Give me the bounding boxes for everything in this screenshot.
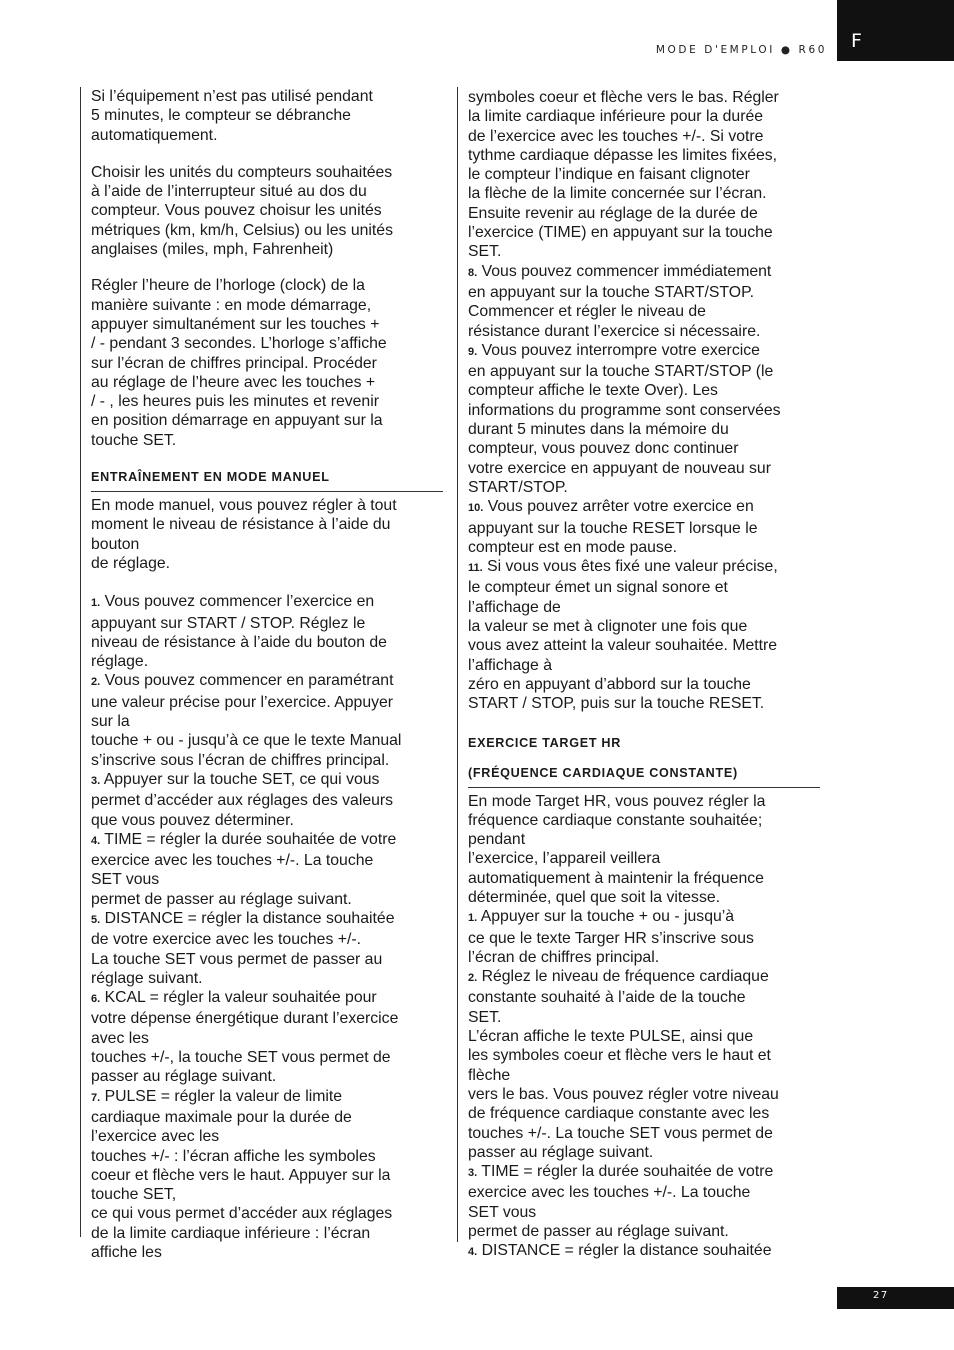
- item-number: 8.: [468, 266, 478, 279]
- text-line: touches +/- : l’écran affiche les symboles: [91, 1147, 376, 1165]
- item-number: 1.: [468, 912, 478, 925]
- item-number: 7.: [91, 1091, 101, 1104]
- text-line: START / STOP, puis sur la touche RESET.: [468, 695, 765, 713]
- text-line: l’exercice (TIME) en appuyant sur la touche: [468, 224, 773, 242]
- paragraph-continued: [468, 88, 820, 262]
- text-line: ce qui vous permet d’accéder aux réglages: [91, 1205, 393, 1223]
- text-line: l’affichage de: [468, 598, 561, 616]
- text-line: Régler l’heure de l’horloge (clock) de la: [91, 277, 365, 295]
- section-heading-manual: ENTRAÎNEMENT EN MODE MANUEL: [91, 469, 443, 492]
- text-line: exercice avec les touches +/-. La touche: [91, 852, 374, 870]
- text-line: de la limite cardiaque inférieure : l’écran: [91, 1224, 371, 1242]
- text-line: à l’aide de l’interrupteur situé au dos du: [91, 183, 367, 201]
- text-line: Ensuite revenir au réglage de la durée de: [468, 204, 758, 222]
- text-line: durant 5 minutes dans la mémoire du: [468, 421, 729, 439]
- text-line: une valeur précise pour l’exercice. Appuyer: [91, 693, 394, 711]
- text-line: déterminée, quel que soit la vitesse.: [468, 888, 721, 906]
- paragraph-clock: [91, 276, 443, 450]
- list-item: [468, 262, 820, 341]
- text-line: avec les: [91, 1029, 149, 1047]
- list-item: [91, 988, 443, 1086]
- item-number: 4.: [91, 834, 101, 847]
- text-line: SET vous: [468, 1203, 537, 1221]
- text-line: exercice avec les touches +/-. La touche: [468, 1184, 751, 1202]
- section-tab: [837, 0, 954, 61]
- text-line: s’inscrive sous l’écran de chiffres principal.: [91, 751, 390, 769]
- text-line: Vous pouvez interrompre votre exercice: [481, 341, 760, 359]
- text-line: TIME = régler la durée souhaitée de votre: [104, 830, 397, 848]
- text-line: vers le bas. Vous pouvez régler votre niveau: [468, 1085, 779, 1103]
- text-line: résistance durant l’exercice si nécessaire.: [468, 322, 761, 340]
- text-line: touche + ou - jusqu’à ce que le texte Manual: [91, 732, 402, 750]
- section-subheading-constant-hr: (FRÉQUENCE CARDIAQUE CONSTANTE): [468, 765, 820, 788]
- list-item: [468, 341, 820, 497]
- list-item: [468, 557, 820, 713]
- text-line: appuyant sur la touche RESET lorsque le: [468, 519, 758, 537]
- page-number: 27: [873, 1290, 889, 1301]
- text-line: en appuyant sur la touche START/STOP.: [468, 283, 754, 301]
- text-line: zéro en appuyant d’abbord sur la touche: [468, 675, 751, 693]
- text-line: automatiquement.: [91, 126, 218, 144]
- text-line: Appuyer sur la touche SET, ce qui vous: [103, 770, 380, 788]
- text-line: L’écran affiche le texte PULSE, ainsi que: [468, 1028, 754, 1046]
- item-number: 6.: [91, 993, 101, 1006]
- text-line: Vous pouvez arrêter votre exercice en: [487, 498, 754, 516]
- text-line: en appuyant sur la touche START/STOP (le: [468, 363, 774, 381]
- text-line: TIME = régler la durée souhaitée de votre: [481, 1163, 774, 1181]
- text-line: cardiaque maximale pour la durée de: [91, 1108, 352, 1126]
- text-line: Vous pouvez commencer l’exercice en: [104, 593, 375, 611]
- left-column: [80, 87, 443, 1262]
- item-number: 9.: [468, 345, 478, 358]
- text-line: l’exercice, l’appareil veillera: [468, 850, 661, 868]
- text-line: de votre exercice avec les touches +/-.: [91, 931, 361, 949]
- text-line: compteur affiche le texte Over). Les: [468, 382, 718, 400]
- spacer: [91, 573, 443, 592]
- text-line: coeur et flèche vers le haut. Appuyer sur la: [91, 1166, 391, 1184]
- text-line: START/STOP.: [468, 478, 568, 496]
- text-line: appuyant sur START / STOP. Réglez le: [91, 614, 366, 632]
- item-number: 5.: [91, 913, 101, 926]
- section-heading-target-hr: EXERCICE TARGET HR: [468, 735, 622, 750]
- text-line: DISTANCE = régler la distance souhaitée: [104, 909, 395, 927]
- text-line: niveau de résistance à l’aide du bouton de: [91, 633, 387, 651]
- item-number: 10.: [468, 502, 484, 515]
- text-line: Commencer et régler le niveau de: [468, 303, 706, 321]
- text-line: en position démarrage en appuyant sur la: [91, 412, 383, 430]
- paragraph-target-hr-intro: [468, 792, 820, 908]
- text-line: La touche SET vous permet de passer au: [91, 950, 383, 968]
- text-line: compteur. Vous pouvez choisur les unités: [91, 202, 382, 220]
- text-line: permet de passer au réglage suivant.: [91, 890, 352, 908]
- text-line: l’affichage à: [468, 656, 553, 674]
- section-tab-letter: F: [851, 30, 862, 52]
- text-line: vous avez atteint la valeur souhaitée. Mettre: [468, 637, 778, 655]
- text-line: métriques (km, km/h, Celsius) ou les unités: [91, 221, 393, 239]
- text-line: KCAL = régler la valeur souhaitée pour: [104, 989, 377, 1007]
- item-number: 1.: [91, 597, 101, 610]
- item-number: 4.: [468, 1246, 478, 1259]
- text-line: anglaises (miles, mph, Fahrenheit): [91, 241, 334, 259]
- text-line: votre exercice en appuyant de nouveau sur: [468, 459, 771, 477]
- list-item: [468, 907, 820, 967]
- text-line: En mode manuel, vous pouvez régler à tout: [91, 497, 397, 515]
- text-line: Vous pouvez commencer en paramétrant: [104, 672, 394, 690]
- text-line: PULSE = régler la valeur de limite: [104, 1087, 343, 1105]
- item-number: 11.: [468, 562, 483, 575]
- item-number: 3.: [91, 774, 101, 787]
- spacer: [91, 145, 443, 163]
- text-line: SET vous: [91, 871, 160, 889]
- text-line: informations du programme sont conservées: [468, 401, 781, 419]
- text-line: symboles coeur et flèche vers le bas. Régler: [468, 89, 779, 106]
- text-line: SET.: [468, 1008, 502, 1026]
- text-line: automatiquement à maintenir la fréquence: [468, 869, 764, 887]
- item-number: 2.: [91, 676, 101, 689]
- text-line: permet de passer au réglage suivant.: [468, 1223, 729, 1241]
- text-line: compteur, vous pouvez donc continuer: [468, 440, 739, 458]
- text-line: passer au réglage suivant.: [468, 1143, 654, 1161]
- list-item: [91, 592, 443, 671]
- text-line: la valeur se met à clignoter une fois que: [468, 618, 748, 636]
- text-line: réglage suivant.: [91, 969, 203, 987]
- list-item: [91, 830, 443, 909]
- text-line: les symboles coeur et flèche vers le haut et: [468, 1047, 771, 1065]
- running-head: MODE D'EMPLOI ● R60: [655, 44, 827, 56]
- text-line: Choisir les unités du compteurs souhaitées: [91, 163, 393, 181]
- item-number: 3.: [468, 1167, 478, 1180]
- right-column: [457, 87, 820, 1260]
- list-item: [91, 909, 443, 988]
- list-item: [468, 1162, 820, 1241]
- text-line: passer au réglage suivant.: [91, 1068, 277, 1086]
- text-line: moment le niveau de résistance à l’aide du: [91, 516, 391, 534]
- spacer: [91, 259, 443, 276]
- text-line: la limite cardiaque inférieure pour la durée: [468, 108, 764, 126]
- text-line: DISTANCE = régler la distance souhaitée: [481, 1242, 772, 1260]
- text-line: de l’exercice avec les touches +/-. Si votre: [468, 127, 764, 145]
- text-line: fréquence cardiaque constante souhaitée;: [468, 811, 763, 829]
- text-line: pendant: [468, 831, 526, 849]
- list-item: [468, 967, 820, 1162]
- item-number: 2.: [468, 972, 478, 985]
- text-line: votre dépense énergétique durant l’exercice: [91, 1010, 399, 1028]
- text-line: Vous pouvez commencer immédiatement: [481, 262, 772, 280]
- paragraph-manual-intro: [91, 496, 443, 573]
- text-line: / - pendant 3 secondes. L’horloge s’affiche: [91, 335, 387, 353]
- text-line: Si vous vous êtes fixé une valeur précise,: [487, 558, 778, 576]
- paragraph-auto-off: [91, 87, 443, 145]
- text-line: touche SET,: [91, 1186, 177, 1204]
- text-line: flèche: [468, 1066, 511, 1084]
- text-line: au réglage de l’heure avec les touches +: [91, 373, 376, 391]
- text-line: constante souhaité à l’aide de la touche: [468, 989, 746, 1007]
- text-line: En mode Target HR, vous pouvez régler la: [468, 792, 766, 810]
- text-line: la flèche de la limite concernée sur l’écran.: [468, 185, 767, 203]
- text-line: sur l’écran de chiffres principal. Procéder: [91, 354, 377, 372]
- text-line: appuyer simultanément sur les touches +: [91, 315, 380, 333]
- list-item: [91, 671, 443, 769]
- text-line: touches +/-. La touche SET vous permet de: [468, 1124, 773, 1142]
- text-line: compteur est en mode pause.: [468, 538, 677, 556]
- paragraph-units: [91, 163, 443, 259]
- text-line: réglage.: [91, 653, 149, 671]
- text-line: touche SET.: [91, 431, 177, 449]
- text-line: affiche les: [91, 1244, 162, 1262]
- text-line: Appuyer sur la touche + ou - jusqu’à: [480, 908, 735, 926]
- list-item: [468, 497, 820, 557]
- text-line: SET.: [468, 243, 502, 261]
- text-line: tythme cardiaque dépasse les limites fixées,: [468, 146, 778, 164]
- text-line: de fréquence cardiaque constante avec les: [468, 1105, 770, 1123]
- text-line: le compteur l’indique en faisant clignoter: [468, 166, 750, 184]
- page-number-box: [837, 1287, 954, 1309]
- text-line: Réglez le niveau de fréquence cardiaque: [481, 968, 769, 986]
- text-line: ce que le texte Targer HR s’inscrive sous: [468, 929, 754, 947]
- text-line: permet d’accéder aux réglages des valeurs: [91, 792, 394, 810]
- text-line: 5 minutes, le compteur se débranche: [91, 107, 351, 125]
- text-line: le compteur émet un signal sonore et: [468, 579, 728, 597]
- text-line: sur la: [91, 713, 130, 731]
- text-line: de réglage.: [91, 554, 171, 572]
- text-line: l’exercice avec les: [91, 1128, 220, 1146]
- text-line: / - , les heures puis les minutes et revenir: [91, 393, 379, 411]
- text-line: que vous pouvez déterminer.: [91, 811, 294, 829]
- text-line: touches +/-, la touche SET vous permet de: [91, 1049, 391, 1067]
- text-line: bouton: [91, 535, 140, 553]
- list-item: [91, 770, 443, 830]
- text-line: manière suivante : en mode démarrage,: [91, 296, 372, 314]
- text-line: Si l’équipement n’est pas utilisé pendant: [91, 88, 373, 105]
- list-item: [91, 1087, 443, 1263]
- list-item: [468, 1241, 820, 1262]
- text-line: l’écran de chiffres principal.: [468, 948, 660, 966]
